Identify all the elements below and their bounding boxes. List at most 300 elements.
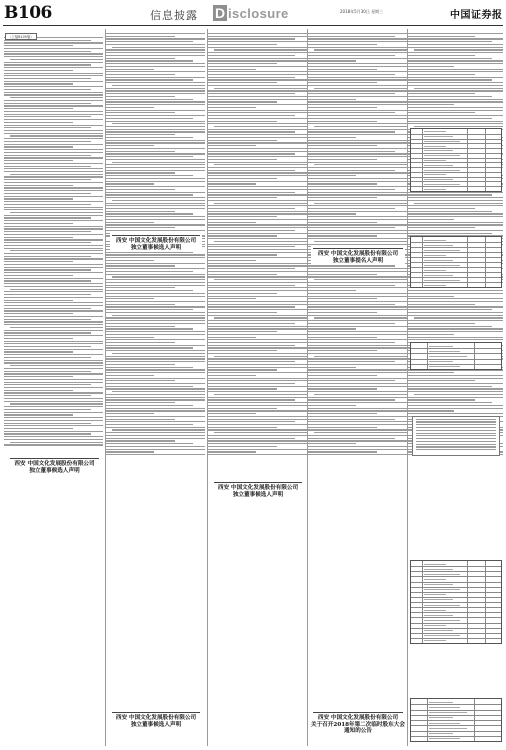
text-line <box>10 135 103 136</box>
text-line <box>4 272 103 273</box>
text-line <box>408 306 503 307</box>
text-line <box>4 237 73 238</box>
statement-heading <box>311 246 405 264</box>
text-line <box>208 192 295 193</box>
table-cell-text <box>429 728 466 729</box>
heading-rule <box>214 482 302 483</box>
text-line <box>4 111 103 112</box>
text-line <box>208 107 256 108</box>
text-line <box>106 397 205 398</box>
table-cell-text <box>424 275 453 276</box>
text-line <box>408 375 503 376</box>
statement-company: 西安 中国文化发展股份有限公司 <box>317 251 399 257</box>
text-line <box>208 249 307 250</box>
text-line <box>208 41 307 42</box>
text-line <box>308 342 395 343</box>
text-line <box>106 296 205 297</box>
text-line <box>308 410 407 411</box>
text-line <box>106 386 193 387</box>
text-line <box>308 235 377 236</box>
text-line <box>308 449 407 450</box>
text-line <box>308 358 407 359</box>
text-line <box>408 38 503 39</box>
text-line <box>106 121 205 122</box>
text-line <box>408 41 492 42</box>
table-cell-text <box>424 584 453 585</box>
text-line <box>4 62 103 63</box>
text-line <box>106 213 193 214</box>
text-line <box>414 126 503 127</box>
text-line <box>106 339 205 340</box>
text-line <box>408 200 503 201</box>
text-line <box>106 219 205 220</box>
text-line <box>106 99 193 100</box>
text-line <box>308 93 395 94</box>
text-line <box>112 200 205 201</box>
text-line <box>308 118 407 119</box>
text-line <box>208 101 277 102</box>
text-line <box>214 241 307 242</box>
table-cell-text <box>424 564 447 565</box>
text-line <box>4 373 103 374</box>
text-line <box>314 356 407 357</box>
text-line <box>308 287 407 288</box>
text-line <box>106 129 205 130</box>
text-line <box>106 372 205 373</box>
text-line <box>308 178 407 179</box>
table-cell-text <box>424 615 453 616</box>
text-line <box>4 56 103 57</box>
text-line <box>308 159 377 160</box>
text-line <box>208 246 295 247</box>
text-line <box>208 55 295 56</box>
statement-company: 西安 中国文化发展股份有限公司 <box>115 238 197 244</box>
text-line <box>4 45 73 46</box>
text-line <box>4 387 103 388</box>
table-cell-text <box>424 605 460 606</box>
text-line <box>208 399 295 400</box>
table-row-rule <box>411 277 501 278</box>
text-line <box>208 388 277 389</box>
text-line <box>308 140 407 141</box>
table-row-rule <box>411 623 501 624</box>
text-line <box>4 67 103 68</box>
text-line <box>4 185 73 186</box>
text-line <box>208 298 256 299</box>
text-line <box>308 271 407 272</box>
text-line <box>308 320 407 321</box>
text-line <box>112 123 205 124</box>
table-column-rule <box>485 129 486 191</box>
text-line <box>408 372 454 373</box>
text-line <box>4 283 103 284</box>
table-row-rule <box>411 571 501 572</box>
text-line <box>106 268 205 269</box>
masthead-rule <box>3 25 503 26</box>
text-line <box>416 421 496 422</box>
text-line <box>106 159 205 160</box>
text-line <box>308 380 395 381</box>
text-line <box>106 101 205 102</box>
text-line <box>4 362 103 363</box>
text-line <box>308 115 407 116</box>
table-row-rule <box>411 158 501 159</box>
statement-company: 西安 中国文化发展股份有限公司 <box>115 715 197 721</box>
text-line <box>4 343 103 344</box>
text-line <box>4 278 103 279</box>
text-line <box>208 181 307 182</box>
text-line <box>208 134 307 135</box>
text-line <box>106 257 205 258</box>
text-line <box>208 350 277 351</box>
text-line <box>416 441 496 442</box>
text-line <box>308 205 407 206</box>
text-line <box>308 328 356 329</box>
text-line <box>208 167 307 168</box>
text-line <box>308 364 407 365</box>
text-line <box>4 190 103 191</box>
text-line <box>4 297 103 298</box>
text-line <box>4 155 91 156</box>
text-line <box>414 203 503 204</box>
table-cell-text <box>424 265 460 266</box>
table-row-rule <box>411 282 501 283</box>
text-line <box>4 269 91 270</box>
text-line <box>4 152 103 153</box>
table-row-rule <box>411 576 501 577</box>
table-cell-text <box>429 738 459 739</box>
text-line <box>106 178 205 179</box>
text-line <box>4 138 103 139</box>
text-line <box>208 353 307 354</box>
text-line <box>408 112 475 113</box>
table-cell-text <box>424 594 447 595</box>
text-line <box>308 131 395 132</box>
text-line <box>106 326 175 327</box>
table-column-rule <box>427 699 428 741</box>
text-line <box>308 181 407 182</box>
text-line <box>106 419 175 420</box>
text-line <box>308 151 395 152</box>
text-line <box>106 304 175 305</box>
text-line <box>208 142 307 143</box>
text-line <box>208 326 307 327</box>
text-line <box>408 378 503 379</box>
text-line <box>308 107 377 108</box>
text-line <box>4 335 103 336</box>
text-line <box>208 334 307 335</box>
text-line <box>4 133 103 134</box>
text-line <box>106 435 205 436</box>
table-cell-text <box>429 366 459 367</box>
text-line <box>4 141 91 142</box>
text-line <box>208 230 295 231</box>
text-line <box>208 211 307 212</box>
text-line <box>106 175 193 176</box>
text-line <box>4 223 73 224</box>
text-line <box>208 419 307 420</box>
text-line <box>106 74 175 75</box>
table-cell-text <box>424 131 447 132</box>
text-line <box>308 268 407 269</box>
text-line <box>10 250 103 251</box>
text-line <box>4 431 103 432</box>
text-line <box>308 172 407 173</box>
text-line <box>4 122 73 123</box>
text-line <box>208 361 295 362</box>
text-line <box>308 47 407 48</box>
text-line <box>208 331 277 332</box>
text-line <box>208 339 307 340</box>
text-line <box>314 203 407 204</box>
table-cell-text <box>424 170 460 171</box>
text-line <box>208 342 307 343</box>
text-line <box>106 36 175 37</box>
text-line <box>106 156 193 157</box>
text-line <box>408 296 454 297</box>
text-line <box>4 316 103 317</box>
text-line <box>208 413 256 414</box>
text-line <box>408 290 503 291</box>
text-line <box>10 59 103 60</box>
text-line <box>214 394 307 395</box>
text-line <box>4 398 103 399</box>
text-line <box>4 253 103 254</box>
text-line <box>208 293 277 294</box>
text-line <box>414 394 503 395</box>
text-line <box>408 93 475 94</box>
text-line <box>208 402 307 403</box>
text-line <box>106 107 154 108</box>
text-line <box>308 85 407 86</box>
text-line <box>4 267 103 268</box>
text-line <box>208 328 307 329</box>
text-line <box>4 321 103 322</box>
text-line <box>106 58 175 59</box>
text-line <box>4 73 103 74</box>
text-line <box>4 239 103 240</box>
statement-heading <box>311 710 405 735</box>
text-line <box>208 254 277 255</box>
text-line <box>308 211 407 212</box>
text-line <box>106 443 193 444</box>
table-row-rule <box>411 257 501 258</box>
table-row-rule <box>411 731 501 732</box>
text-line <box>308 419 395 420</box>
text-line <box>106 167 205 168</box>
text-line <box>308 427 377 428</box>
table-cell-text <box>429 707 459 708</box>
text-line <box>4 100 103 101</box>
text-line <box>408 410 454 411</box>
text-line <box>208 44 277 45</box>
statement-company: 西安 中国文化发展股份有限公司 <box>217 485 299 491</box>
text-line <box>106 137 193 138</box>
text-line <box>408 328 503 329</box>
text-line <box>208 290 307 291</box>
text-line <box>308 375 377 376</box>
text-line <box>208 77 295 78</box>
table-cell-text <box>424 141 460 142</box>
text-line <box>106 356 205 357</box>
text-line <box>208 358 307 359</box>
text-line <box>408 205 503 206</box>
text-line <box>208 443 307 444</box>
text-line <box>408 99 503 100</box>
text-line <box>106 350 205 351</box>
text-line <box>106 282 205 283</box>
text-line <box>314 49 407 50</box>
table-row-rule <box>411 186 501 187</box>
statement-heading <box>212 480 304 498</box>
text-line <box>408 323 475 324</box>
text-line <box>408 298 503 299</box>
text-line <box>308 110 407 111</box>
text-line <box>408 101 503 102</box>
text-line <box>308 416 407 417</box>
text-line <box>4 245 103 246</box>
text-line <box>408 197 503 198</box>
text-line <box>208 200 307 201</box>
text-line <box>4 395 91 396</box>
text-line <box>408 337 503 338</box>
text-line <box>208 408 277 409</box>
text-line <box>308 112 395 113</box>
text-line <box>416 433 496 434</box>
text-line <box>408 219 454 220</box>
text-line <box>408 90 503 91</box>
text-line <box>314 126 407 127</box>
text-line <box>4 351 73 352</box>
text-line <box>208 79 307 80</box>
text-line <box>4 114 103 115</box>
text-line <box>208 287 307 288</box>
statement-heading <box>110 710 202 728</box>
text-line <box>308 167 407 168</box>
text-line <box>416 449 496 450</box>
text-line <box>408 227 475 228</box>
text-line <box>4 198 73 199</box>
text-line <box>208 416 307 417</box>
text-line <box>208 216 277 217</box>
text-line <box>208 301 307 302</box>
text-line <box>208 438 295 439</box>
table-cell-text <box>424 569 453 570</box>
text-line <box>106 90 205 91</box>
text-line <box>4 70 73 71</box>
text-line <box>106 323 205 324</box>
text-line <box>106 421 205 422</box>
text-line <box>106 112 175 113</box>
text-line <box>4 294 91 295</box>
text-line <box>106 96 175 97</box>
text-line <box>308 41 407 42</box>
table-row-rule <box>411 148 501 149</box>
text-line <box>106 306 205 307</box>
text-line <box>106 449 205 450</box>
text-line <box>4 166 91 167</box>
text-line <box>408 79 492 80</box>
text-line <box>4 409 91 410</box>
text-line <box>416 430 496 431</box>
text-line <box>308 438 395 439</box>
text-line <box>208 85 307 86</box>
text-line <box>106 367 193 368</box>
text-line <box>208 153 295 154</box>
text-line <box>4 226 103 227</box>
table-row-rule <box>411 617 501 618</box>
text-line <box>308 216 407 217</box>
text-line <box>308 197 377 198</box>
text-line <box>408 33 503 34</box>
text-line <box>308 82 377 83</box>
text-line <box>408 55 475 56</box>
text-line <box>4 436 103 437</box>
text-line <box>208 276 307 277</box>
text-line <box>106 230 205 231</box>
text-line <box>4 444 103 445</box>
text-line <box>414 317 503 318</box>
text-line <box>4 53 103 54</box>
text-line <box>208 112 307 113</box>
text-line <box>208 175 307 176</box>
article-column-3 <box>208 29 307 746</box>
text-line <box>208 265 307 266</box>
text-line <box>408 301 503 302</box>
text-line <box>106 309 193 310</box>
text-line <box>4 204 91 205</box>
text-line <box>208 451 256 452</box>
text-line <box>208 131 295 132</box>
text-line <box>4 379 103 380</box>
text-line <box>208 252 307 253</box>
text-line <box>308 170 395 171</box>
text-line <box>4 406 103 407</box>
text-line <box>308 186 407 187</box>
text-line <box>308 213 356 214</box>
text-line <box>208 205 307 206</box>
text-line <box>408 110 503 111</box>
table-row-rule <box>411 720 501 721</box>
text-line <box>208 213 307 214</box>
text-line <box>106 186 205 187</box>
text-line <box>408 309 492 310</box>
text-line <box>4 179 91 180</box>
text-line <box>4 357 91 358</box>
text-line <box>308 285 395 286</box>
text-line <box>308 298 377 299</box>
text-line <box>106 52 205 53</box>
text-line <box>408 408 503 409</box>
text-line <box>408 304 475 305</box>
table-cell-text <box>424 155 460 156</box>
text-line <box>414 88 503 89</box>
text-line <box>208 90 307 91</box>
text-line <box>208 36 307 37</box>
text-line <box>208 219 307 220</box>
text-line <box>208 110 307 111</box>
text-line <box>106 170 205 171</box>
table-cell-text <box>429 723 459 724</box>
text-line <box>4 425 103 426</box>
text-line <box>408 85 503 86</box>
table-row-rule <box>411 262 501 263</box>
table-cell-text <box>424 189 447 190</box>
text-line <box>106 347 193 348</box>
text-line <box>208 410 307 411</box>
text-line <box>106 203 205 204</box>
text-line <box>106 79 193 80</box>
